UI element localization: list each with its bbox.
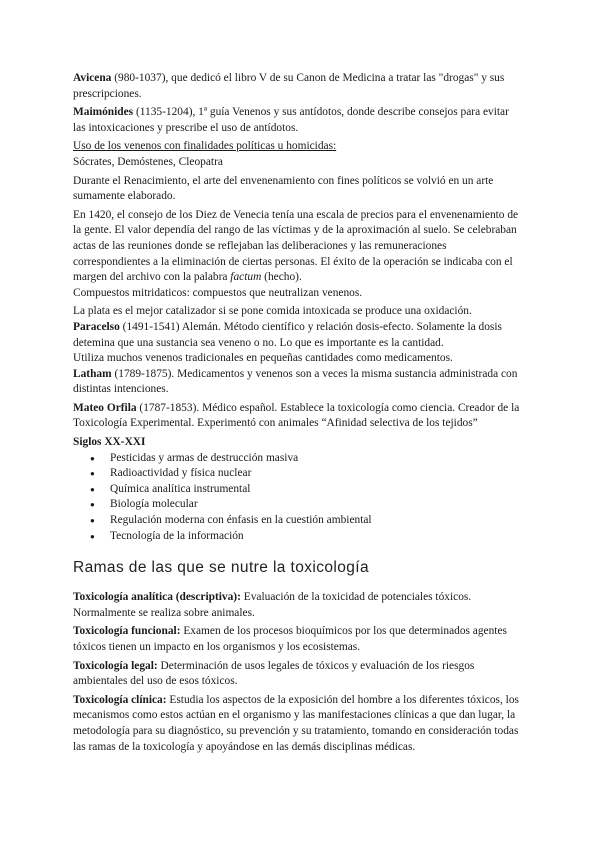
list-item: ● Química analítica instrumental [73,482,522,498]
paragraph-renacimiento: Durante el Renacimiento, el arte del envenenamiento con fines políticos se volvió en un arte sumamente elaborado. [73,174,494,203]
name-avicena: Avicena [73,72,112,84]
list-item: ● Biología molecular [73,497,522,513]
paragraph-avicena [73,71,522,102]
paragraph-paracelso [73,320,522,351]
name-latham: Latham [73,367,112,380]
paragraph-latham [73,367,522,398]
list-item: ● Tecnología de la información [73,529,522,545]
paragraph-plata: La plata es el mejor catalizador si se pone comida intoxicada se produce una oxidación. [73,305,472,318]
paragraph-mitridaticos: Compuestos mitridaticos: compuestos que neutralizan venenos. [73,286,363,299]
text-funcional: Examen de los procesos bioquímicos por los que determinados agentes tóxicos tienen un impacto en los organismos y los ecosistemas. [73,625,507,653]
text-clinica: Estudia los aspectos de la exposición del hombre a los diferentes tóxicos, los mecanismos como estos actúan en el organismo y las manifestaciones clínicas a que dan lugar, la metodología para su diagnóstico, su prevención y su tratamiento, tomando en consideración todas las ramas de la toxicología y apoyándose en las demás disciplinas médicas. [73,693,519,753]
list-item: ● Regulación moderna con énfasis en la cuestión ambiental [73,513,522,529]
paragraph-orfila [73,401,522,432]
text-venecia: En 1420, el consejo de los Diez de Venecia tenía una escala de precios para el envenenamiento de la gente. El valor dependía del rango de las víctimas y de la aproximación al suelo. Se celebraban actas de las reuniones donde se reflejaban las deliberaciones y las remuneraciones correspondientes a la eliminación de ciertas personas. El éxito de la operación se indicaba con el margen del archivo con la palabra [73,208,519,284]
text-venecia-end: (hecho). [261,271,302,284]
siglos-title [73,435,522,451]
term-legal: Toxicología legal: [73,659,158,672]
list-item: ● Radioactividad y física nuclear [73,466,522,482]
text-legal: Determinación de usos legales de tóxicos y evaluación de los riesgos ambientales del uso de esos tóxicos. [73,659,475,688]
paragraph-maimonides [73,105,522,136]
paragraph-funcional [73,624,522,655]
siglos-title-text: Siglos XX-XXI [73,436,146,449]
text-maimonides: (1135-1204), 1ª guía Venenos y sus antídotos, donde describe consejos para evitar las intoxicaciones y prescribe el uso de antídotos. [73,106,509,134]
paragraph-clinica [73,693,522,755]
term-analitica: Toxicología analítica (descriptiva): [73,591,241,604]
text-latham: (1789-1875). Medicamentos y venenos son a veces la misma sustancia administrada con distintas intenciones. [73,367,518,396]
name-paracelso: Paracelso [73,320,120,333]
paragraph-figures: Sócrates, Demóstenes, Cleopatra [73,155,223,168]
section-heading-ramas: Ramas de las que se nutre la toxicología [73,559,370,577]
italic-factum: factum [230,271,262,284]
paragraph-legal [73,659,522,690]
text-paracelso: (1491-1541) Alemán. Método científico y relación dosis-efecto. Solamente la dosis detemina que una sustancia sea veneno o no. Lo que es importante es la cantidad. [73,320,502,349]
paragraph-venenos-tradicionales: Utiliza muchos venenos tradicionales en pequeñas cantidades como medicamentos. [73,352,453,365]
paragraph-analitica [73,590,522,621]
siglos-list [73,451,522,545]
name-maimonides: Maimónides [73,106,134,119]
section-subtitle-venenos: Uso de los venenos con finalidades políticas u homicidas: [73,140,337,153]
paragraph-venecia [73,208,522,286]
list-item: ● Pesticidas y armas de destrucción masiva [73,451,522,467]
text-analitica: Evaluación de la toxicidad de potenciales tóxicos. Normalmente se realiza sobre animales. [73,591,472,619]
name-orfila: Mateo Orfila [73,401,137,414]
term-funcional: Toxicología funcional: [73,625,181,638]
text-orfila: (1787-1853). Médico español. Establece la toxicología como ciencia. Creador de la Toxicología Experimental. Experimentó con animales “Afinidad selectiva de los tejidos” [73,401,520,430]
term-clinica: Toxicología clínica: [73,693,167,706]
text-avicena: (980-1037), que dedicó el libro V de su Canon de Medicina a tratar las "drogas" y sus prescripciones. [73,72,505,100]
